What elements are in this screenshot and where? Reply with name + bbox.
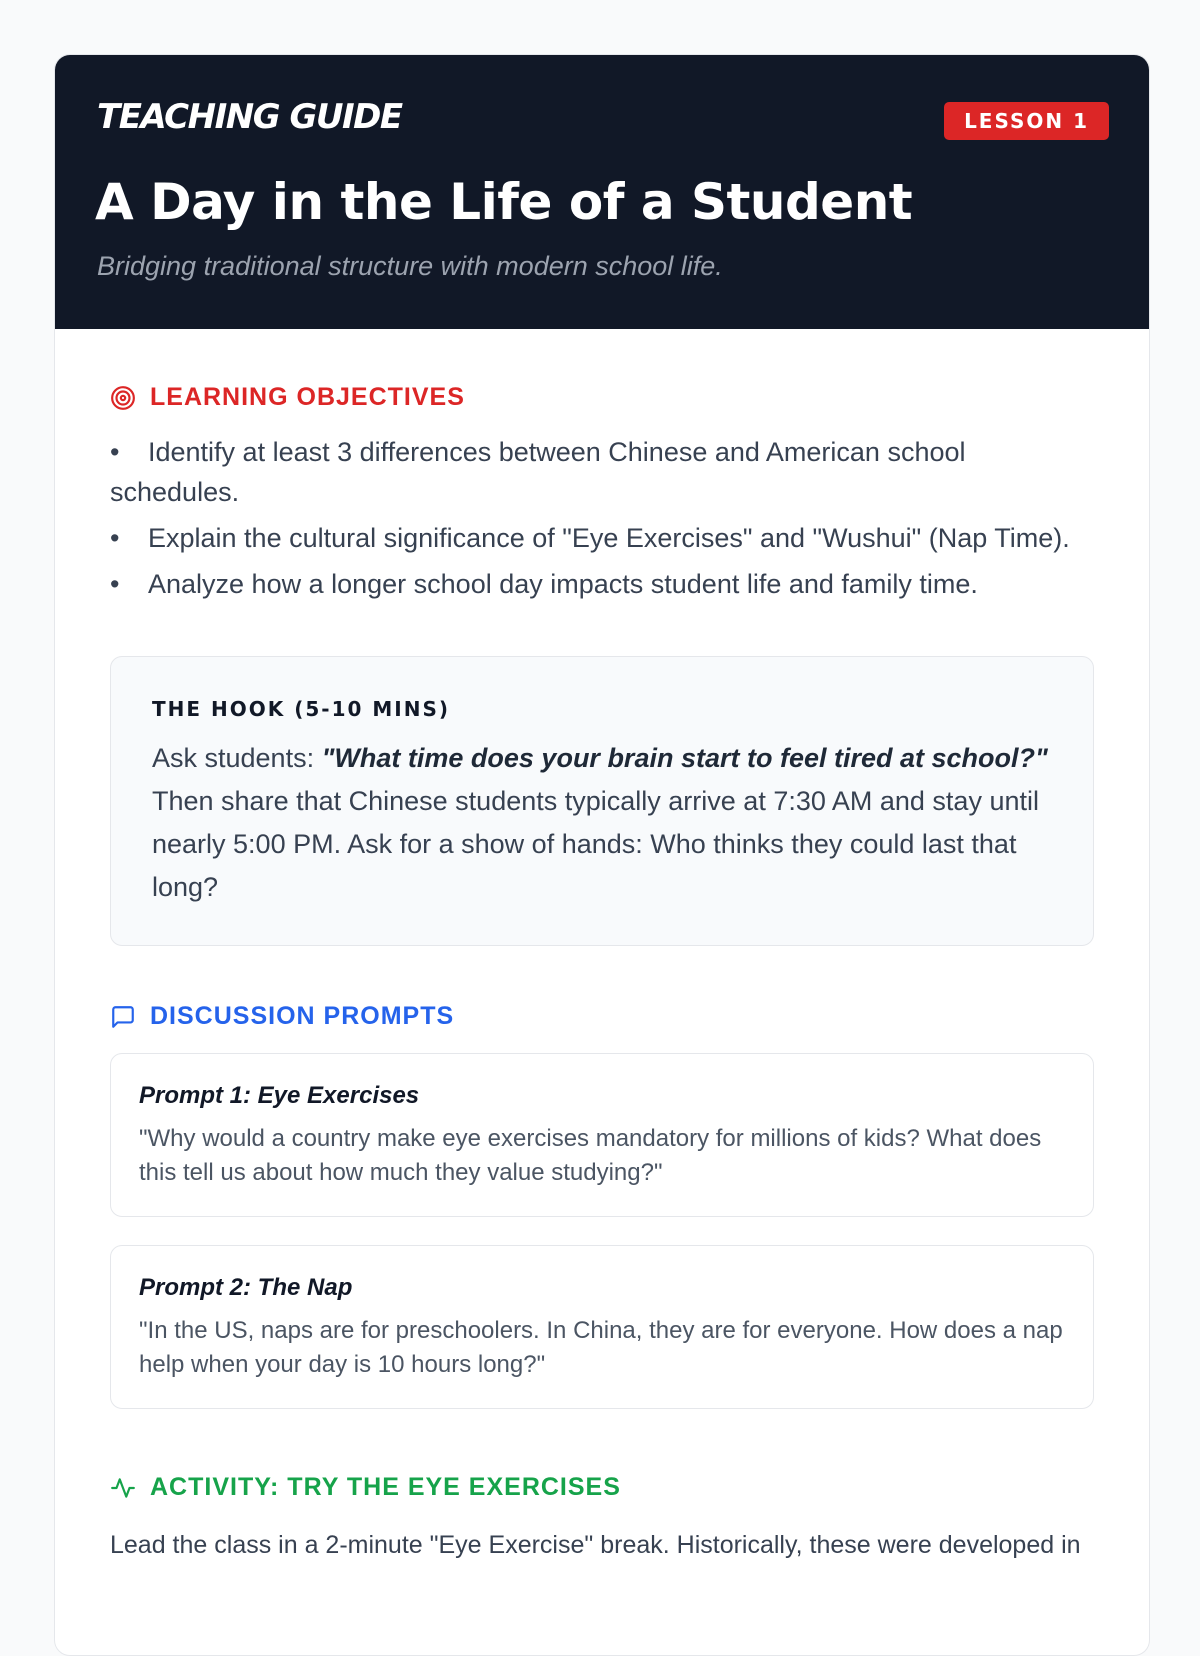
prompt-text: "In the US, naps are for preschoolers. In China, they are for everyone. How does a nap help when your day is 10 hours long?": [139, 1317, 1063, 1378]
activity-heading: [110, 1473, 1094, 1502]
page-title: A Day in the Life of a Student: [95, 173, 913, 231]
hook-lead: Ask students:: [152, 743, 315, 773]
content: [55, 383, 1149, 1564]
hook-title: THE HOOK (5-10 MINS): [152, 697, 450, 721]
prompt-card: [110, 1053, 1094, 1217]
hook-body: Then share that Chinese students typically arrive at 7:30 AM and stay until nearly 5:00 PM. Ask for a show of hands: Who thinks they could last that long?: [152, 786, 1039, 902]
prompt-card: [110, 1245, 1094, 1409]
discussion-heading-label: DISCUSSION PROMPTS: [150, 1002, 455, 1030]
hook-question: "What time does your brain start to feel tired at school?": [321, 743, 1048, 773]
brand-title: TEACHING GUIDE: [97, 97, 402, 137]
objectives-heading-label: LEARNING OBJECTIVES: [150, 383, 465, 411]
list-item: • Analyze how a longer school day impacts student life and family time.: [110, 564, 1094, 604]
message-square-icon: [110, 1004, 136, 1030]
list-item: • Explain the cultural significance of "Eye Exercises" and "Wushui" (Nap Time).: [110, 518, 1094, 558]
header: [55, 55, 1149, 329]
discussion-heading: [110, 1002, 1094, 1031]
page-subtitle: Bridging traditional structure with modern school life.: [97, 251, 723, 281]
activity-pulse-icon: [110, 1475, 136, 1501]
teaching-guide-card: [54, 54, 1150, 1656]
lesson-badge: LESSON 1: [944, 102, 1109, 140]
prompt-title: Prompt 2: The Nap: [139, 1274, 353, 1301]
objectives-heading: [110, 383, 1094, 412]
prompt-text: "Why would a country make eye exercises mandatory for millions of kids? What does this tell us about how much they value studying?": [139, 1125, 1042, 1186]
prompt-title: Prompt 1: Eye Exercises: [139, 1082, 420, 1109]
target-icon: [110, 385, 136, 411]
list-item: • Identify at least 3 differences between Chinese and American school schedules.: [110, 432, 1094, 512]
hook-text: [152, 737, 1053, 909]
activity-text: Lead the class in a 2-minute "Eye Exercise" break. Historically, these were developed in: [110, 1531, 1081, 1559]
hook-box: [110, 656, 1094, 946]
objectives-list: [110, 432, 1094, 604]
activity-heading-label: ACTIVITY: TRY THE EYE EXERCISES: [150, 1473, 621, 1501]
